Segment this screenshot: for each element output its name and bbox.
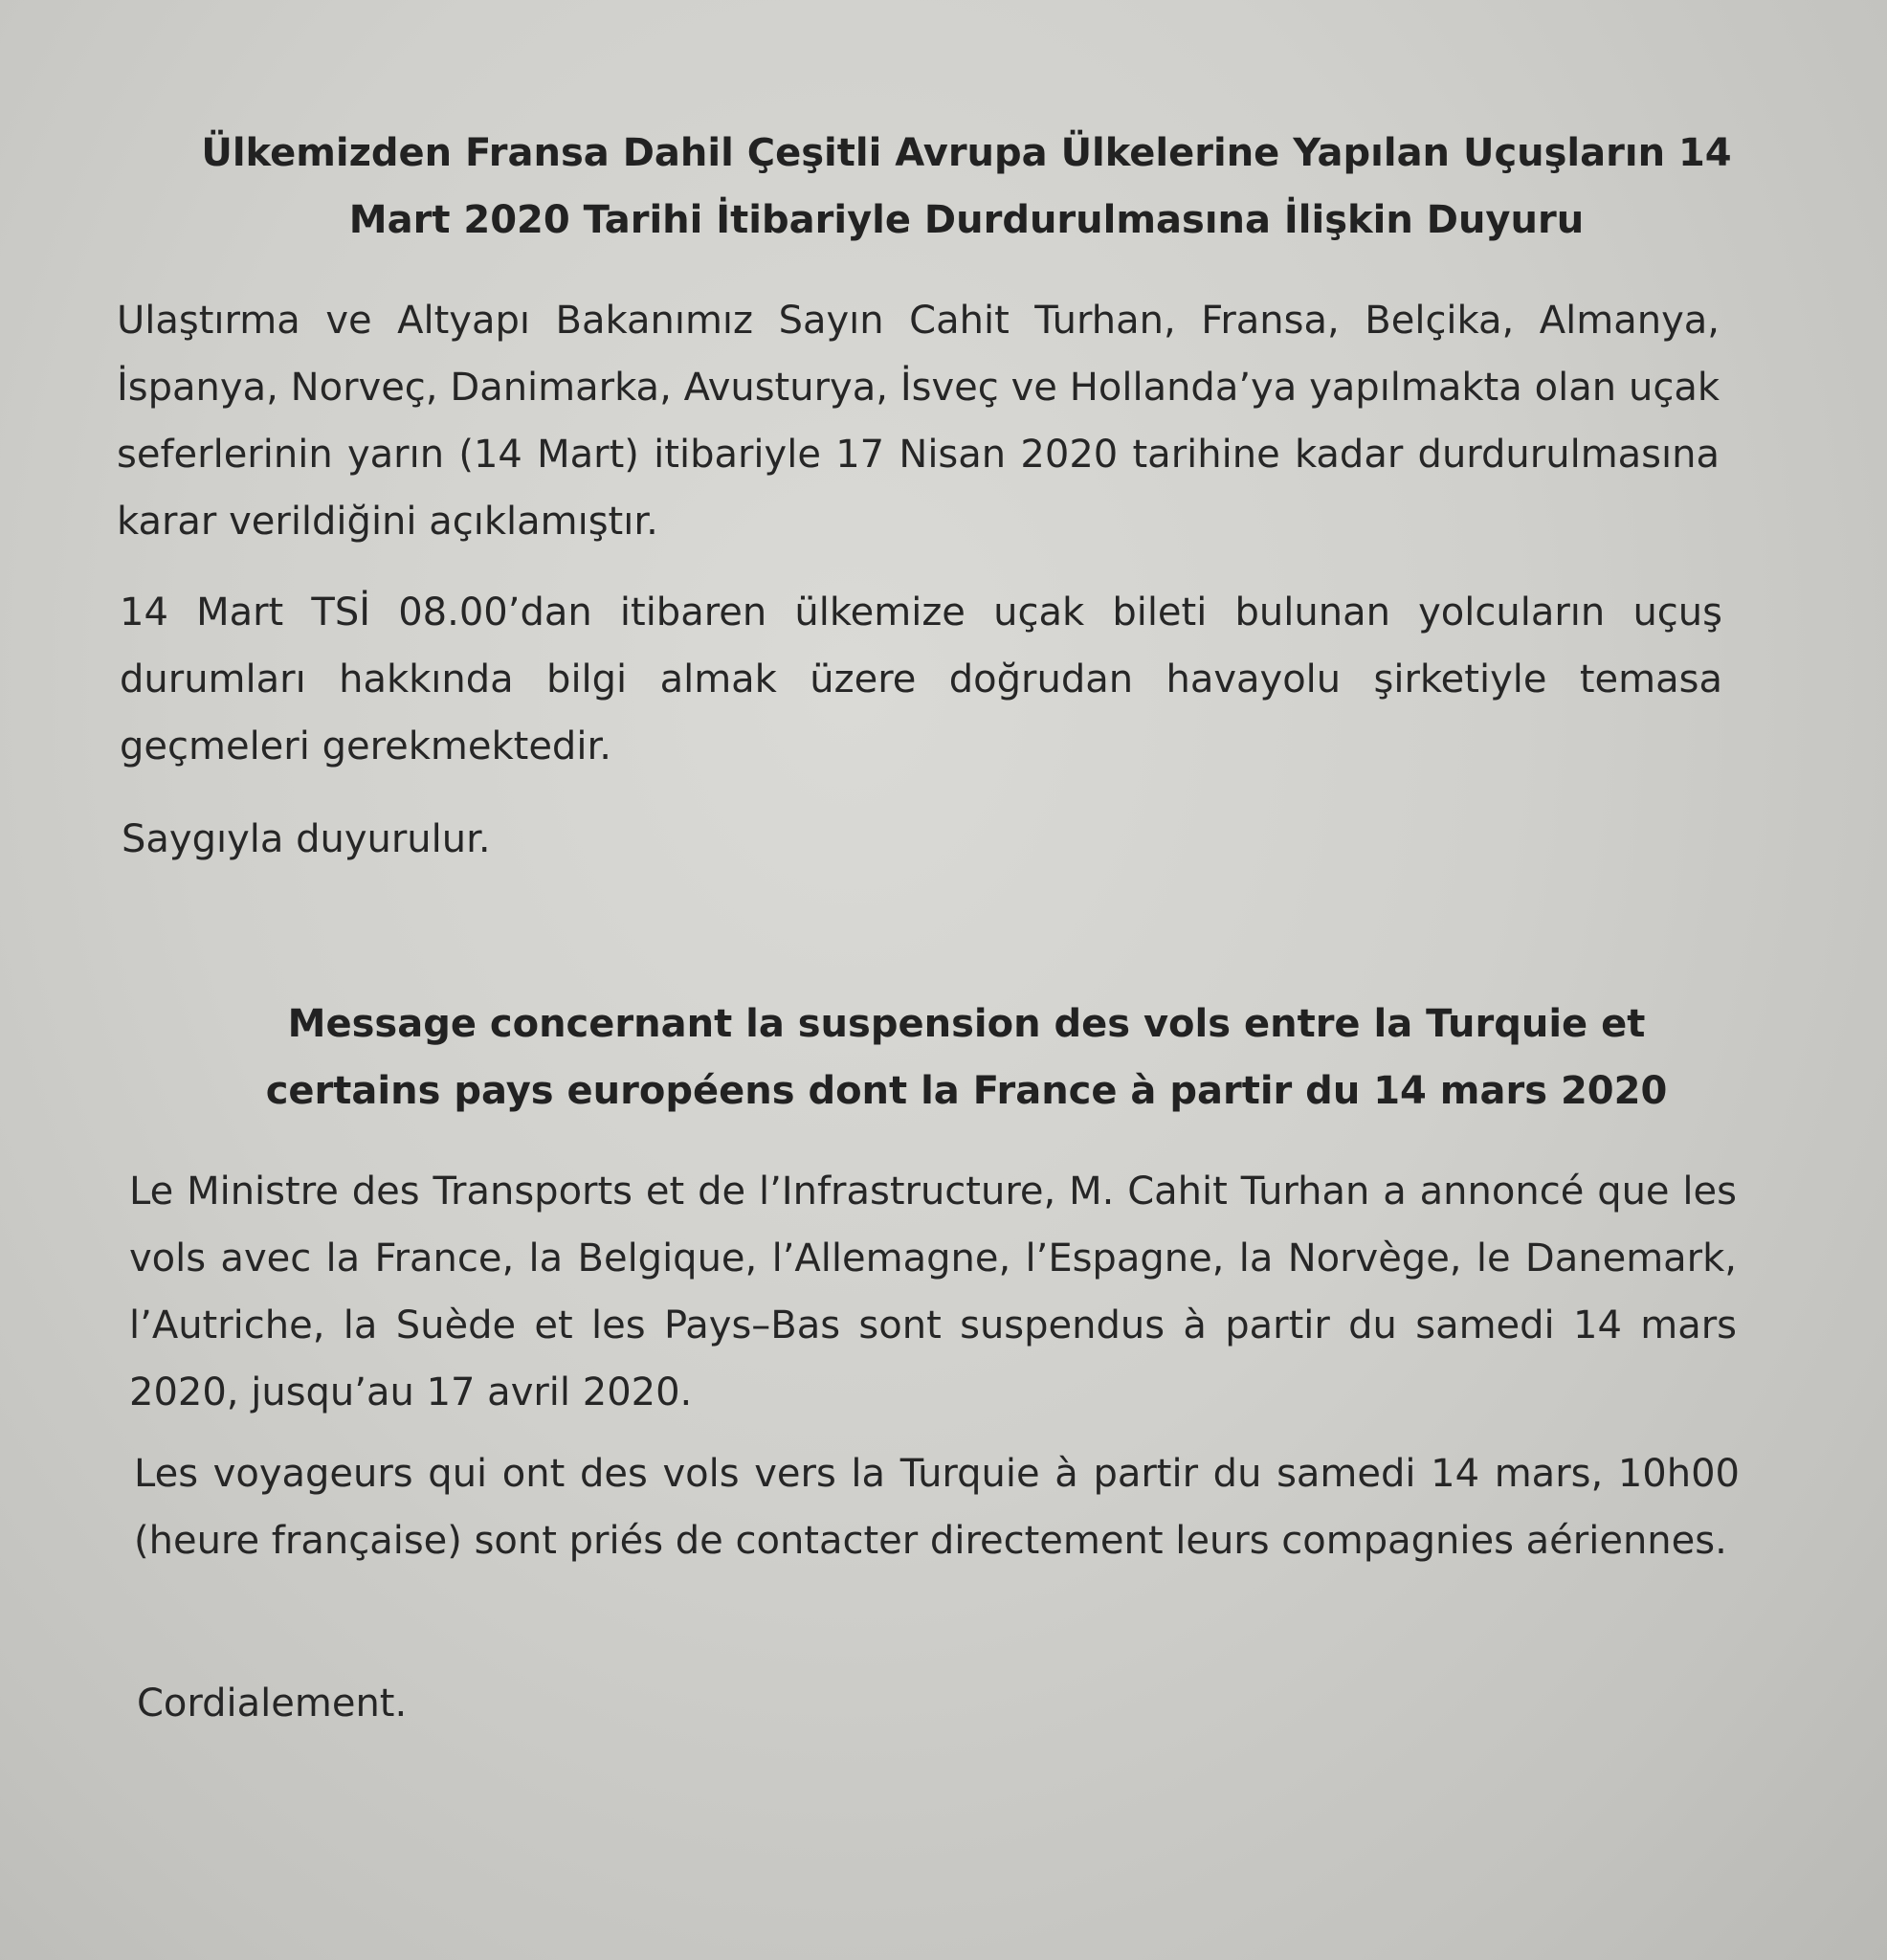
turkish-closing: Saygıyla duyurulur. (122, 817, 491, 861)
french-title: Message concernant la suspension des vols entre la Turquie et certains pays européens dont la France à partir du 14 mars 2020 (265, 1002, 1668, 1113)
french-closing: Cordialement. (137, 1682, 408, 1726)
turkish-paragraph-2: 14 Mart TSİ 08.00’dan itibaren ülkemize uçak bileti bulunan yolcuların uçuş durumları hakkında bilgi almak üzere doğrudan havayolu şirketiyle temasa geçmeleri gerekmektedir. (120, 590, 1722, 768)
turkish-paragraph-1: Ulaştırma ve Altyapı Bakanımız Sayın Cahit Turhan, Fransa, Belçika, Almanya, İspanya, Norveç, Danimarka, Avusturya, İsveç ve Hollanda’ya yapılmakta olan uçak seferlerinin yarın (14 Mart) itibariyle 17 Nisan 2020 tarihine kadar durdurulmasına karar verildiğini açıklamıştır. (117, 299, 1720, 544)
french-paragraph-2: Les voyageurs qui ont des vols vers la Turquie à partir du samedi 14 mars, 10h00 (heure française) sont priés de contacter directement leurs compagnies aériennes. (134, 1452, 1740, 1563)
french-paragraph-1: Le Ministre des Transports et de l’Infrastructure, M. Cahit Turhan a annoncé que les vols avec la France, la Belgique, l’Allemagne, l’Espagne, la Norvège, le Danemark, l’Autriche, la Suède et les Pays–Bas sont suspendus à partir du samedi 14 mars 2020, jusqu’au 17 avril 2020. (129, 1169, 1737, 1414)
turkish-title: Ülkemizden Fransa Dahil Çeşitli Avrupa Ülkelerine Yapılan Uçuşların 14 Mart 2020 Tarihi İtibariyle Durdurulmasına İlişkin Duyuru (201, 131, 1732, 242)
